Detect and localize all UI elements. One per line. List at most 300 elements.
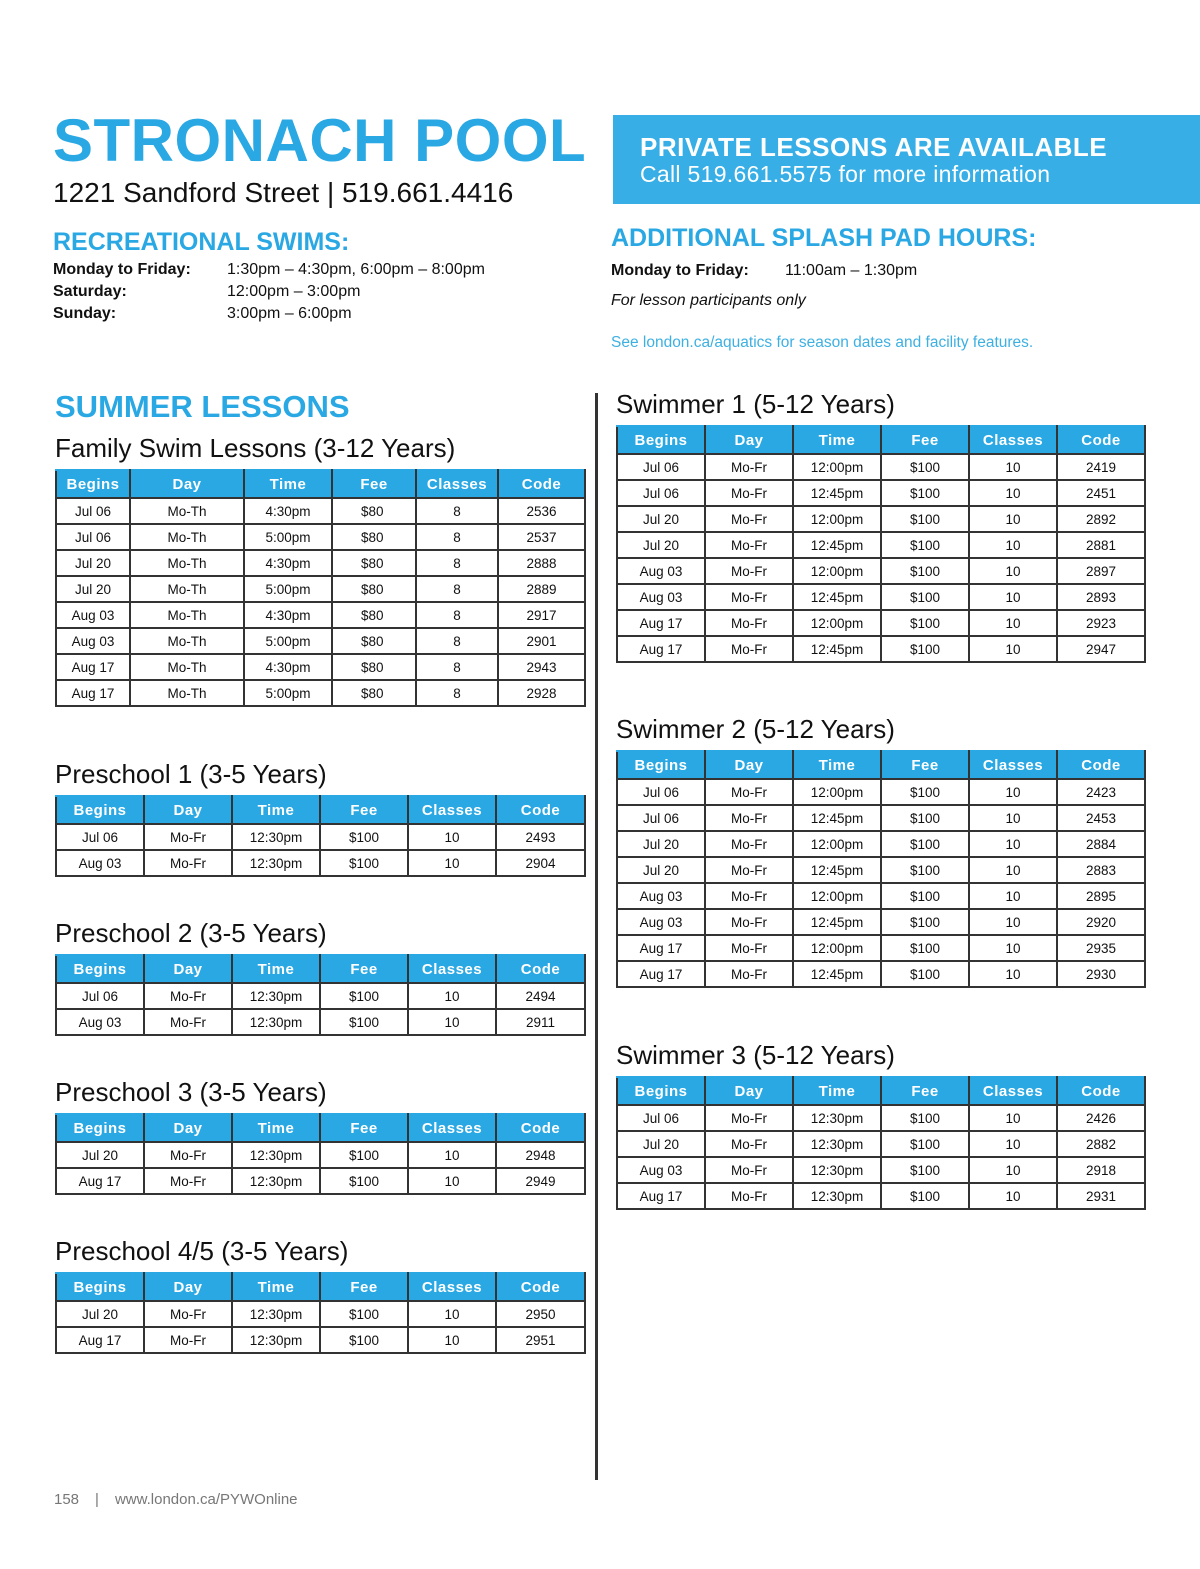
- column-header-classes: Classes: [969, 1077, 1057, 1105]
- cell-begins: Aug 03: [617, 909, 705, 935]
- cell-day: Mo-Fr: [705, 1157, 793, 1183]
- column-header-classes: Classes: [408, 1114, 496, 1142]
- cell-begins: Jul 06: [617, 1105, 705, 1131]
- cell-classes: 10: [969, 961, 1057, 987]
- table-header-row: [56, 796, 585, 824]
- cell-time: 12:00pm: [793, 831, 881, 857]
- cell-classes: 8: [416, 654, 498, 680]
- cell-classes: 10: [969, 480, 1057, 506]
- cell-code: 2951: [496, 1327, 585, 1353]
- cell-code: 2426: [1057, 1105, 1145, 1131]
- table-row: [56, 850, 585, 876]
- table-row: [617, 558, 1145, 584]
- cell-fee: $80: [332, 654, 416, 680]
- cell-day: Mo-Fr: [144, 1301, 232, 1327]
- cell-classes: 8: [416, 680, 498, 706]
- cell-fee: $100: [881, 1105, 969, 1131]
- column-header-begins: Begins: [617, 1077, 705, 1105]
- cell-time: 12:30pm: [793, 1105, 881, 1131]
- cell-fee: $100: [881, 779, 969, 805]
- cell-classes: 8: [416, 524, 498, 550]
- cell-day: Mo-Fr: [144, 1142, 232, 1168]
- cell-classes: 10: [969, 558, 1057, 584]
- column-divider: [595, 393, 598, 1480]
- cell-fee: $100: [320, 824, 408, 850]
- cell-code: 2888: [498, 550, 585, 576]
- cell-fee: $100: [881, 532, 969, 558]
- column-header-begins: Begins: [617, 751, 705, 779]
- schedule-times: 3:00pm – 6:00pm: [227, 305, 352, 322]
- cell-fee: $100: [881, 883, 969, 909]
- cell-day: Mo-Th: [130, 654, 244, 680]
- cell-fee: $100: [320, 983, 408, 1009]
- cell-code: 2881: [1057, 532, 1145, 558]
- table-row: [56, 1327, 585, 1353]
- column-header-fee: Fee: [320, 1273, 408, 1301]
- cell-begins: Aug 03: [617, 1157, 705, 1183]
- cell-begins: Aug 03: [617, 558, 705, 584]
- table-row: [56, 1168, 585, 1194]
- cell-time: 5:00pm: [244, 680, 332, 706]
- cell-fee: $100: [881, 506, 969, 532]
- cell-fee: $100: [881, 1131, 969, 1157]
- column-header-fee: Fee: [320, 796, 408, 824]
- column-header-time: Time: [793, 426, 881, 454]
- table-row: [56, 680, 585, 706]
- table-row: [617, 857, 1145, 883]
- cell-time: 12:30pm: [793, 1131, 881, 1157]
- cell-time: 12:30pm: [232, 1301, 320, 1327]
- table-row: [617, 1183, 1145, 1209]
- cell-classes: 10: [969, 1105, 1057, 1131]
- cell-begins: Jul 20: [56, 550, 130, 576]
- cell-classes: 10: [408, 1142, 496, 1168]
- schedule-times: 1:30pm – 4:30pm, 6:00pm – 8:00pm: [227, 261, 485, 278]
- cell-classes: 10: [969, 506, 1057, 532]
- cell-time: 12:30pm: [232, 824, 320, 850]
- section-title-preschool-45: Preschool 4/5 (3-5 Years): [55, 1236, 349, 1266]
- cell-time: 12:30pm: [232, 1142, 320, 1168]
- column-header-day: Day: [705, 751, 793, 779]
- column-header-time: Time: [232, 1114, 320, 1142]
- column-header-time: Time: [793, 751, 881, 779]
- cell-begins: Jul 06: [56, 824, 144, 850]
- page-number: 158: [54, 1491, 80, 1508]
- cell-time: 12:00pm: [793, 454, 881, 480]
- cell-classes: 10: [969, 1131, 1057, 1157]
- cell-fee: $80: [332, 628, 416, 654]
- cell-time: 12:45pm: [793, 857, 881, 883]
- cell-begins: Aug 17: [617, 961, 705, 987]
- cell-day: Mo-Fr: [705, 1105, 793, 1131]
- schedule-day: Sunday:: [53, 305, 117, 322]
- table-row: [617, 610, 1145, 636]
- column-header-code: Code: [498, 470, 585, 498]
- table-row: [617, 1131, 1145, 1157]
- cell-classes: 10: [969, 857, 1057, 883]
- column-header-code: Code: [1057, 751, 1145, 779]
- cell-code: 2897: [1057, 558, 1145, 584]
- cell-classes: 10: [408, 1327, 496, 1353]
- schedule-day: Saturday:: [53, 283, 127, 300]
- column-header-fee: Fee: [881, 1077, 969, 1105]
- cell-day: Mo-Th: [130, 680, 244, 706]
- cell-begins: Jul 20: [617, 831, 705, 857]
- cell-begins: Aug 03: [617, 584, 705, 610]
- column-header-code: Code: [496, 1114, 585, 1142]
- cell-code: 2918: [1057, 1157, 1145, 1183]
- cell-classes: 10: [969, 779, 1057, 805]
- cell-time: 4:30pm: [244, 550, 332, 576]
- cell-day: Mo-Th: [130, 524, 244, 550]
- cell-classes: 10: [969, 636, 1057, 662]
- cell-day: Mo-Fr: [705, 831, 793, 857]
- splash-times: 11:00am – 1:30pm: [785, 262, 918, 279]
- table-row: [56, 1301, 585, 1327]
- cell-fee: $100: [881, 480, 969, 506]
- aquatics-link[interactable]: See london.ca/aquatics for season dates and facility features.: [611, 334, 1034, 351]
- cell-begins: Jul 20: [56, 1301, 144, 1327]
- cell-begins: Jul 20: [56, 1142, 144, 1168]
- cell-code: 2893: [1057, 584, 1145, 610]
- cell-time: 12:00pm: [793, 506, 881, 532]
- schedule-day: Monday to Friday:: [53, 261, 191, 278]
- cell-classes: 10: [969, 831, 1057, 857]
- cell-classes: 10: [408, 1009, 496, 1035]
- cell-begins: Aug 03: [56, 602, 130, 628]
- schedule-row: [53, 281, 485, 303]
- column-header-day: Day: [705, 1077, 793, 1105]
- column-header-begins: Begins: [56, 470, 130, 498]
- cell-begins: Jul 06: [56, 498, 130, 524]
- cell-day: Mo-Fr: [705, 1131, 793, 1157]
- cell-code: 2883: [1057, 857, 1145, 883]
- table-row: [617, 1157, 1145, 1183]
- cell-day: Mo-Fr: [705, 506, 793, 532]
- private-lessons-banner: [613, 115, 1200, 204]
- cell-begins: Aug 17: [617, 636, 705, 662]
- cell-begins: Jul 06: [617, 454, 705, 480]
- cell-time: 5:00pm: [244, 576, 332, 602]
- table-row: [56, 498, 585, 524]
- table-row: [56, 1142, 585, 1168]
- cell-classes: 10: [969, 935, 1057, 961]
- column-header-fee: Fee: [320, 955, 408, 983]
- cell-day: Mo-Th: [130, 550, 244, 576]
- column-header-begins: Begins: [56, 1114, 144, 1142]
- cell-code: 2935: [1057, 935, 1145, 961]
- cell-code: 2423: [1057, 779, 1145, 805]
- cell-time: 12:30pm: [232, 850, 320, 876]
- column-header-code: Code: [496, 796, 585, 824]
- cell-begins: Jul 06: [56, 524, 130, 550]
- cell-fee: $80: [332, 550, 416, 576]
- cell-classes: 8: [416, 602, 498, 628]
- cell-begins: Aug 03: [617, 883, 705, 909]
- cell-day: Mo-Fr: [705, 883, 793, 909]
- section-title-preschool-3: Preschool 3 (3-5 Years): [55, 1077, 327, 1107]
- cell-begins: Aug 17: [56, 654, 130, 680]
- cell-day: Mo-Fr: [705, 454, 793, 480]
- pool-address: 1221 Sandford Street | 519.661.4416: [53, 177, 514, 208]
- summer-lessons-heading: SUMMER LESSONS: [55, 389, 350, 424]
- section-title-swimmer-2: Swimmer 2 (5-12 Years): [616, 714, 895, 744]
- schedule-row: [53, 303, 485, 325]
- splash-note: For lesson participants only: [611, 292, 806, 309]
- column-header-day: Day: [144, 1273, 232, 1301]
- cell-code: 2494: [496, 983, 585, 1009]
- cell-classes: 10: [969, 532, 1057, 558]
- column-header-time: Time: [232, 796, 320, 824]
- cell-code: 2419: [1057, 454, 1145, 480]
- cell-day: Mo-Fr: [144, 1327, 232, 1353]
- footer-url[interactable]: www.london.ca/PYWOnline: [114, 1491, 298, 1508]
- cell-day: Mo-Th: [130, 602, 244, 628]
- column-header-code: Code: [496, 1273, 585, 1301]
- cell-day: Mo-Fr: [144, 983, 232, 1009]
- cell-time: 4:30pm: [244, 498, 332, 524]
- cell-fee: $100: [881, 831, 969, 857]
- table-row: [617, 454, 1145, 480]
- recreational-swims-heading: RECREATIONAL SWIMS:: [53, 228, 350, 256]
- table-row: [617, 584, 1145, 610]
- cell-classes: 10: [969, 909, 1057, 935]
- column-header-classes: Classes: [969, 426, 1057, 454]
- cell-time: 4:30pm: [244, 602, 332, 628]
- cell-code: 2536: [498, 498, 585, 524]
- cell-day: Mo-Fr: [705, 805, 793, 831]
- cell-time: 12:30pm: [232, 983, 320, 1009]
- column-header-fee: Fee: [881, 751, 969, 779]
- cell-begins: Jul 20: [617, 506, 705, 532]
- column-header-code: Code: [496, 955, 585, 983]
- table-header-row: [56, 470, 585, 498]
- cell-day: Mo-Fr: [705, 1183, 793, 1209]
- cell-day: Mo-Fr: [705, 610, 793, 636]
- cell-day: Mo-Fr: [705, 961, 793, 987]
- column-header-day: Day: [130, 470, 244, 498]
- splash-pad-schedule: [611, 260, 917, 282]
- table-row: [56, 576, 585, 602]
- cell-code: 2895: [1057, 883, 1145, 909]
- cell-fee: $100: [320, 1142, 408, 1168]
- cell-fee: $100: [320, 1168, 408, 1194]
- column-header-begins: Begins: [56, 796, 144, 824]
- table-row: [617, 805, 1145, 831]
- cell-time: 12:45pm: [793, 961, 881, 987]
- column-header-classes: Classes: [408, 1273, 496, 1301]
- cell-begins: Aug 17: [56, 680, 130, 706]
- cell-day: Mo-Fr: [705, 636, 793, 662]
- cell-classes: 8: [416, 550, 498, 576]
- table-row: [56, 983, 585, 1009]
- column-header-begins: Begins: [617, 426, 705, 454]
- cell-fee: $100: [881, 636, 969, 662]
- column-header-day: Day: [144, 796, 232, 824]
- schedule-row: [53, 259, 485, 281]
- lesson-table-family: [55, 469, 586, 707]
- table-row: [617, 532, 1145, 558]
- cell-day: Mo-Fr: [705, 532, 793, 558]
- column-header-code: Code: [1057, 1077, 1145, 1105]
- cell-fee: $100: [881, 1183, 969, 1209]
- cell-day: Mo-Fr: [705, 857, 793, 883]
- table-header-row: [617, 1077, 1145, 1105]
- cell-code: 2884: [1057, 831, 1145, 857]
- section-title-swimmer-3: Swimmer 3 (5-12 Years): [616, 1040, 895, 1070]
- cell-code: 2537: [498, 524, 585, 550]
- cell-begins: Jul 06: [617, 805, 705, 831]
- cell-code: 2451: [1057, 480, 1145, 506]
- lesson-table-preschool-1: [55, 795, 586, 877]
- cell-time: 12:00pm: [793, 779, 881, 805]
- table-row: [617, 961, 1145, 987]
- schedule-times: 12:00pm – 3:00pm: [227, 283, 361, 300]
- cell-day: Mo-Fr: [144, 1009, 232, 1035]
- column-header-code: Code: [1057, 426, 1145, 454]
- column-header-day: Day: [144, 955, 232, 983]
- cell-classes: 8: [416, 498, 498, 524]
- cell-begins: Jul 20: [56, 576, 130, 602]
- cell-day: Mo-Fr: [705, 584, 793, 610]
- cell-fee: $100: [320, 1009, 408, 1035]
- cell-fee: $100: [320, 1301, 408, 1327]
- cell-code: 2882: [1057, 1131, 1145, 1157]
- cell-classes: 10: [969, 805, 1057, 831]
- table-header-row: [56, 1114, 585, 1142]
- cell-time: 12:30pm: [232, 1009, 320, 1035]
- cell-fee: $100: [881, 584, 969, 610]
- cell-fee: $100: [881, 805, 969, 831]
- cell-code: 2493: [496, 824, 585, 850]
- column-header-day: Day: [705, 426, 793, 454]
- table-header-row: [617, 426, 1145, 454]
- lesson-table-swimmer-2: [616, 750, 1146, 988]
- cell-fee: $100: [881, 909, 969, 935]
- recreational-schedule: [53, 259, 485, 325]
- table-row: [617, 831, 1145, 857]
- cell-fee: $100: [881, 558, 969, 584]
- table-row: [617, 480, 1145, 506]
- cell-fee: $80: [332, 498, 416, 524]
- cell-code: 2928: [498, 680, 585, 706]
- lesson-table-preschool-3: [55, 1113, 586, 1195]
- cell-time: 12:45pm: [793, 909, 881, 935]
- cell-begins: Aug 17: [56, 1327, 144, 1353]
- cell-fee: $100: [881, 857, 969, 883]
- cell-day: Mo-Fr: [705, 480, 793, 506]
- cell-begins: Jul 06: [56, 983, 144, 1009]
- cell-time: 12:00pm: [793, 935, 881, 961]
- column-header-time: Time: [232, 955, 320, 983]
- section-title-swimmer-1: Swimmer 1 (5-12 Years): [616, 389, 895, 419]
- cell-classes: 10: [408, 983, 496, 1009]
- section-title-family: Family Swim Lessons (3-12 Years): [55, 433, 456, 463]
- splash-day: Monday to Friday:: [611, 262, 749, 279]
- cell-time: 12:30pm: [793, 1157, 881, 1183]
- cell-classes: 8: [416, 576, 498, 602]
- cell-time: 12:45pm: [793, 636, 881, 662]
- table-row: [617, 779, 1145, 805]
- table-row: [56, 628, 585, 654]
- cell-code: 2904: [496, 850, 585, 876]
- cell-code: 2917: [498, 602, 585, 628]
- section-title-preschool-2: Preschool 2 (3-5 Years): [55, 918, 327, 948]
- cell-code: 2949: [496, 1168, 585, 1194]
- cell-day: Mo-Fr: [705, 909, 793, 935]
- cell-code: 2950: [496, 1301, 585, 1327]
- cell-code: 2901: [498, 628, 585, 654]
- lesson-table-preschool-2: [55, 954, 586, 1036]
- table-header-row: [56, 955, 585, 983]
- table-row: [56, 524, 585, 550]
- splash-pad-heading: ADDITIONAL SPLASH PAD HOURS:: [611, 224, 1037, 252]
- column-header-begins: Begins: [56, 1273, 144, 1301]
- column-header-fee: Fee: [332, 470, 416, 498]
- cell-code: 2892: [1057, 506, 1145, 532]
- cell-fee: $100: [320, 850, 408, 876]
- cell-fee: $100: [881, 610, 969, 636]
- cell-begins: Aug 03: [56, 850, 144, 876]
- cell-time: 12:30pm: [793, 1183, 881, 1209]
- cell-code: 2947: [1057, 636, 1145, 662]
- page-title: STRONACH POOL: [53, 107, 587, 174]
- cell-classes: 10: [408, 1168, 496, 1194]
- table-row: [56, 1009, 585, 1035]
- cell-time: 12:45pm: [793, 532, 881, 558]
- cell-begins: Jul 20: [617, 1131, 705, 1157]
- table-row: [617, 883, 1145, 909]
- cell-code: 2948: [496, 1142, 585, 1168]
- cell-fee: $80: [332, 524, 416, 550]
- cell-time: 5:00pm: [244, 628, 332, 654]
- table-row: [56, 824, 585, 850]
- cell-begins: Jul 20: [617, 857, 705, 883]
- column-header-time: Time: [244, 470, 332, 498]
- cell-time: 12:30pm: [232, 1168, 320, 1194]
- cell-classes: 8: [416, 628, 498, 654]
- cell-code: 2911: [496, 1009, 585, 1035]
- column-header-classes: Classes: [408, 796, 496, 824]
- cell-begins: Aug 17: [617, 935, 705, 961]
- table-row: [617, 1105, 1145, 1131]
- column-header-classes: Classes: [969, 751, 1057, 779]
- table-header-row: [56, 1273, 585, 1301]
- cell-begins: Aug 17: [617, 1183, 705, 1209]
- cell-time: 12:45pm: [793, 805, 881, 831]
- cell-day: Mo-Fr: [144, 824, 232, 850]
- cell-code: 2930: [1057, 961, 1145, 987]
- cell-time: 12:30pm: [232, 1327, 320, 1353]
- banner-phone: Call 519.661.5575 for more information: [640, 161, 1051, 187]
- cell-classes: 10: [969, 610, 1057, 636]
- cell-day: Mo-Fr: [144, 1168, 232, 1194]
- cell-time: 12:00pm: [793, 883, 881, 909]
- lesson-table-swimmer-1: [616, 425, 1146, 663]
- cell-fee: $100: [881, 454, 969, 480]
- cell-time: 5:00pm: [244, 524, 332, 550]
- column-header-classes: Classes: [416, 470, 498, 498]
- cell-classes: 10: [408, 824, 496, 850]
- cell-day: Mo-Fr: [144, 850, 232, 876]
- page-footer: [54, 1491, 298, 1508]
- cell-classes: 10: [969, 454, 1057, 480]
- column-header-time: Time: [793, 1077, 881, 1105]
- cell-classes: 10: [969, 584, 1057, 610]
- banner-heading: PRIVATE LESSONS ARE AVAILABLE: [640, 132, 1108, 162]
- column-header-day: Day: [144, 1114, 232, 1142]
- footer-separator: |: [95, 1491, 99, 1508]
